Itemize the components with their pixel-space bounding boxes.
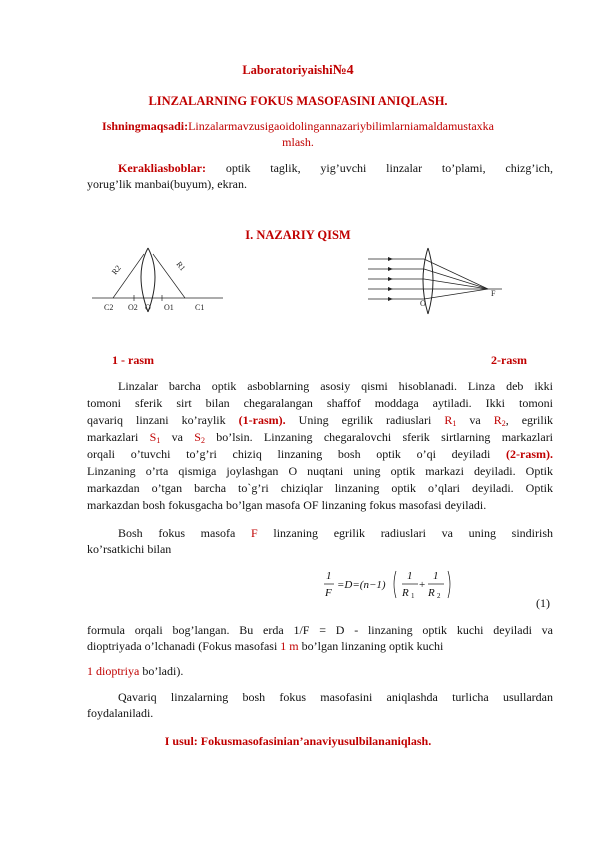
svg-text:1: 1 [411,592,415,600]
formula-number: (1) [536,596,550,610]
fig2-label-o: O [420,299,426,308]
lab-prefix: Laboratoriyaishi [242,63,333,77]
method-title: I usul: Fokusmasofasinian’anaviyusulbilananiqlash. [164,734,432,748]
para4-line-1: Qavariq linzalarning bosh fokus masofasini aniqlashda turlicha usullardan [118,690,553,704]
lab-number: №4 [332,63,354,78]
fig2-label-f: F [491,289,496,298]
para1-line-2: tomoni sferik sirt bilan chegaralangan shaffof moddaga aytiladi. Ikki tomoni [87,396,553,410]
figure-1-biconvex-lens [90,240,225,320]
aim-text: Linzalarmavzusigaoidolingannazariybilimlarniamaldamustaxka [188,119,494,133]
para1-line-1: Linzalar barcha optik asboblarning asosiy qismi hisoblanadi. Linza deb ikki [118,379,553,393]
document-title: LINZALARNING FOKUS MASOFASINI ANIQLASH. [148,94,448,108]
para2-line-2: ko’rsatkichi bilan [87,542,172,556]
equipment-label: Kerakliasboblar: [118,161,207,175]
lens-formula [320,565,470,607]
svg-text:1: 1 [326,570,332,582]
svg-text:+: + [419,579,426,591]
para3-line-3: 1 dioptriya bo’ladi). [87,664,184,678]
equipment-line-1: Kerakliasboblar: optik taglik, yig’uvchi linzalar to’plami, chizg’ich, [118,161,554,175]
fig1-label-o: O [145,303,151,312]
equipment-line-2: yorug’lik manbai(buyum), ekran. [87,177,247,191]
fig1-label-o2: O2 [128,303,138,312]
para1-line-7: markazdan o’tgan barcha to`g’ri chiziqlar linzaning optik o’qlari deyiladi. Optik [87,481,553,495]
svg-text:R: R [428,587,435,599]
fig1-label-c2: C2 [104,303,114,312]
lab-title [0,63,596,79]
aim-text-cont: mlash. [282,135,314,149]
fig1-label-o1: O1 [164,303,174,312]
figure-1-caption: 1 - rasm [112,353,154,367]
para4-line-2: foydalaniladi. [87,706,154,720]
para3-line-2: dioptriyada o’lchanadi (Fokus masofasi 1 m bo’lgan linzaning optik kuchi [87,639,444,653]
section-title: I. NAZARIY QISM [245,228,351,242]
figure-2-caption: 2-rasm [491,353,527,367]
para1-line-6: Linzaning o’rta qismiga joylashgan O nuqtani uning optik markazi deyiladi. Optik [87,464,553,478]
svg-text:F: F [325,587,332,599]
svg-text:=D=(n−1): =D=(n−1) [337,579,386,591]
svg-text:R: R [402,587,409,599]
para2-line-1: Bosh fokus masofa F linzaning egrilik radiuslari va uning sindirish [118,526,554,540]
figure-2-focus-diagram [360,240,510,320]
svg-text:1: 1 [407,570,413,582]
para1-line-8: markazdan bosh fokusgacha bo’lgan masofa OF linzaning fokus masofasi deyiladi. [87,498,487,512]
fig1-label-r2: R2 [109,263,123,277]
para1-line-4: markazlari $S_1$ va $S_2$ bo’lsin. Linzaning chegaralovchi sferik sirtlarning markazlari [87,430,554,445]
fig1-label-r1: R1 [174,259,188,273]
para1-line-5: orqali o’tuvchi to’g’ri chiziq linzaning bosh optik o’qi deyiladi (2-rasm). [87,447,554,461]
aim-line [0,119,596,134]
aim-label: Ishningmaqsadi: [102,119,189,133]
para1-line-3: qavariq linzani ko’raylik (1-rasm). Uning egrilik radiuslari $R_1$ va $R_2$, egrilik [87,413,554,428]
svg-text:1: 1 [433,570,439,582]
svg-text:2: 2 [437,592,441,600]
fig1-label-c1: C1 [195,303,205,312]
para3-line-1: formula orqali bog’langan. Bu erda 1/F = D - linzaning optik kuchi deyiladi va [87,623,553,637]
